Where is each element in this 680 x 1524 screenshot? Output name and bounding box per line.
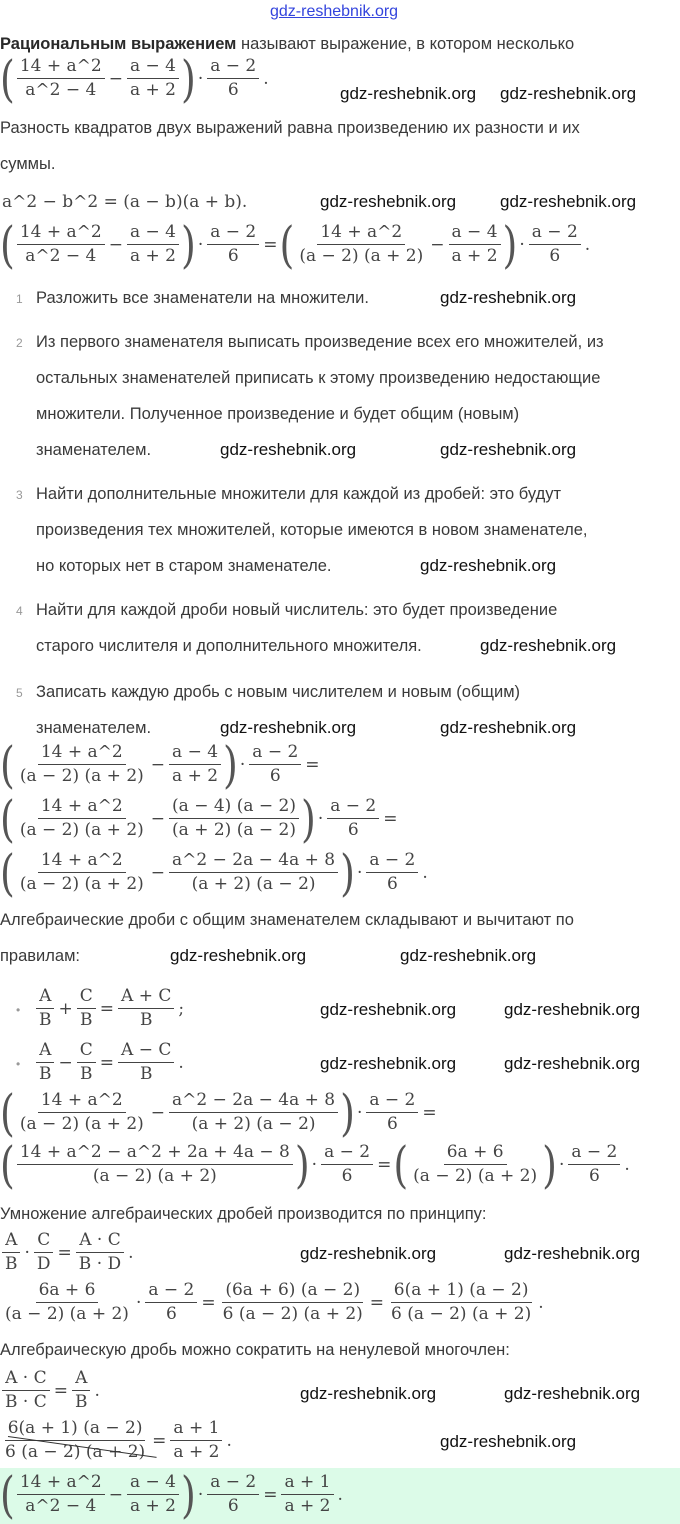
parenthesized-group <box>0 1083 355 1142</box>
denominator: 6 <box>386 1114 398 1134</box>
denominator: (a + 2) (a − 2) <box>172 820 296 840</box>
fraction <box>207 222 259 267</box>
numerator: a − 2 <box>207 1472 259 1495</box>
watermark: gdz-reshebnik.org <box>320 1054 457 1073</box>
parenthesized-group <box>0 735 238 794</box>
denominator: B <box>39 1064 52 1084</box>
step-text: но которых нет в старом знаменателе. <box>36 557 332 575</box>
numerator: (a − 4) (a − 2) <box>169 796 299 819</box>
denominator: D <box>36 1254 51 1274</box>
numerator: C <box>34 1230 53 1253</box>
numerator: a − 2 <box>529 222 581 245</box>
numerator: 14 + a^2 <box>38 796 126 819</box>
fraction <box>17 1090 147 1135</box>
denominator: a + 2 <box>451 246 498 266</box>
fraction <box>568 1142 620 1187</box>
fraction <box>34 1230 54 1275</box>
denominator: (a − 2) (a + 2) <box>19 1114 144 1134</box>
watermark: gdz-reshebnik.org <box>504 1000 641 1019</box>
step-number: 4 <box>16 604 23 618</box>
watermark: gdz-reshebnik.org <box>504 1054 641 1073</box>
numerator: a − 2 <box>366 850 418 873</box>
numerator: 14 + a^2 <box>17 56 105 79</box>
denominator: B · D <box>78 1254 122 1274</box>
watermark: gdz-reshebnik.org <box>440 1432 577 1451</box>
bullet: • <box>16 1057 21 1071</box>
parenthesized-group <box>0 843 355 902</box>
denominator: a + 2 <box>173 1442 220 1462</box>
step-text: Записать каждую дробь с новым числителем и новым (общим) <box>36 683 521 701</box>
math-text: = <box>263 1484 278 1505</box>
fraction <box>366 1090 418 1135</box>
denominator: a + 2 <box>172 766 219 786</box>
denominator: B <box>139 1010 153 1030</box>
right-parenthesis: ) <box>340 843 355 902</box>
math-text: = <box>99 998 115 1019</box>
numerator: a + 1 <box>281 1472 333 1495</box>
math-text: . <box>584 234 591 255</box>
fraction <box>410 1142 540 1187</box>
watermark: gdz-reshebnik.org <box>440 718 577 737</box>
right-parenthesis: ) <box>180 1465 196 1524</box>
math-text: . <box>337 1484 343 1505</box>
right-parenthesis: ) <box>300 789 316 848</box>
watermark: gdz-reshebnik.org <box>300 1384 437 1403</box>
math-text: . <box>422 862 428 883</box>
denominator: a^2 − 4 <box>25 80 97 100</box>
math-text: · <box>311 1154 318 1175</box>
math-text: . <box>94 1380 100 1401</box>
fraction <box>17 56 105 101</box>
rule-difference <box>34 1040 186 1085</box>
fraction <box>127 56 179 101</box>
watermark: gdz-reshebnik.org <box>400 946 537 965</box>
watermark: gdz-reshebnik.org <box>440 288 577 307</box>
numerator: a − 2 <box>327 796 379 819</box>
numerator: a − 2 <box>568 1142 620 1165</box>
numerator: 14 + a^2 <box>38 742 126 765</box>
left-parenthesis: ( <box>0 1135 15 1194</box>
fraction <box>281 1472 333 1517</box>
numerator: 14 + a^2 <box>38 1090 126 1113</box>
right-parenthesis: ) <box>180 215 196 274</box>
math-text: · <box>356 862 363 883</box>
math-text: = <box>422 1102 437 1123</box>
denominator: 6 (a − 2) (a + 2) <box>5 1442 146 1462</box>
fraction <box>321 1142 373 1187</box>
math-expression <box>0 1280 546 1325</box>
numerator: A + C <box>118 986 174 1009</box>
fraction <box>127 1472 179 1517</box>
math-text: . <box>538 1292 544 1313</box>
numerator: A · C <box>76 1230 124 1253</box>
watermark: gdz-reshebnik.org <box>504 1384 641 1403</box>
step-text: старого числителя и дополнительного множителя. <box>36 637 422 655</box>
numerator: A − C <box>118 1040 174 1063</box>
math-text: · <box>239 754 246 775</box>
fraction <box>17 1472 105 1517</box>
watermark: gdz-reshebnik.org <box>500 192 637 211</box>
math-text: . <box>178 1052 184 1073</box>
math-text: − <box>108 234 123 255</box>
numerator: 14 + a^2 <box>317 222 405 245</box>
step-number: 2 <box>16 336 23 350</box>
fraction <box>449 222 501 267</box>
fraction <box>2 1230 21 1275</box>
numerator: 6a + 6 <box>36 1280 99 1303</box>
term-bold: Рациональным выражением <box>0 35 237 53</box>
right-parenthesis: ) <box>340 1083 355 1142</box>
step-number: 1 <box>16 292 23 306</box>
fraction <box>118 1040 174 1085</box>
fraction <box>388 1280 534 1325</box>
math-text: · <box>519 234 525 255</box>
math-text: − <box>58 1052 73 1073</box>
step-text: Из первого знаменателя выписать произведение всех его множителей, из <box>36 333 604 351</box>
math-expression <box>0 843 430 902</box>
numerator: a^2 − 2a − 4a + 8 <box>169 850 338 873</box>
denominator: (a − 2) (a + 2) <box>5 1304 129 1324</box>
numerator: A <box>72 1368 90 1391</box>
numerator: 14 + a^2 − a^2 + 2a + 4a − 8 <box>17 1142 293 1165</box>
watermark: gdz-reshebnik.org <box>340 84 477 103</box>
math-text: · <box>135 1292 142 1313</box>
math-text: ; <box>178 998 185 1019</box>
numerator: 14 + a^2 <box>38 850 126 873</box>
math-text: · <box>317 808 324 829</box>
math-text: = <box>377 1154 392 1175</box>
fraction <box>169 850 338 895</box>
denominator: (a − 2) (a + 2) <box>19 820 144 840</box>
denominator: 6 <box>341 1166 353 1186</box>
watermark: gdz-reshebnik.org <box>440 440 577 459</box>
step-number: 5 <box>16 686 23 700</box>
numerator: 6(a + 1) (a − 2) <box>391 1280 532 1303</box>
math-text: − <box>108 68 123 89</box>
fraction <box>169 742 221 787</box>
step-text: Разложить все знаменатели на множители. <box>36 289 369 307</box>
numerator: C <box>77 986 96 1009</box>
left-parenthesis: ( <box>279 215 295 274</box>
numerator: a − 4 <box>127 56 179 79</box>
math-expression <box>0 1083 439 1142</box>
fraction <box>2 1418 148 1463</box>
watermark: gdz-reshebnik.org <box>320 1000 457 1019</box>
paragraph-line: Алгебраическую дробь можно сократить на ненулевой многочлен: <box>0 1341 510 1359</box>
left-parenthesis: ( <box>0 789 15 848</box>
fraction <box>77 1040 96 1085</box>
definition-rest: называют выражение, в котором несколько <box>236 35 575 53</box>
parenthesized-group <box>393 1135 557 1194</box>
math-text: = <box>383 808 398 829</box>
fraction <box>77 986 96 1031</box>
denominator: a^2 − 4 <box>25 1496 97 1516</box>
left-parenthesis: ( <box>0 1083 15 1142</box>
definition-text <box>0 34 574 54</box>
step-text: произведения тех множителей, которые имеются в новом знаменателе, <box>36 521 588 539</box>
math-text: · <box>24 1242 30 1263</box>
fraction <box>169 796 299 841</box>
fraction <box>76 1230 124 1275</box>
math-text: = <box>57 1242 72 1263</box>
left-parenthesis: ( <box>0 843 15 902</box>
watermark[interactable]: gdz-reshebnik.org <box>270 3 399 20</box>
math-text: = <box>201 1292 216 1313</box>
watermark: gdz-reshebnik.org <box>504 1244 641 1263</box>
denominator: a^2 − 4 <box>25 246 97 266</box>
numerator: 14 + a^2 <box>17 1472 105 1495</box>
numerator: (6a + 6) (a − 2) <box>222 1280 363 1303</box>
paragraph-line: суммы. <box>0 155 56 173</box>
left-parenthesis: ( <box>0 215 15 274</box>
math-text: · <box>356 1102 363 1123</box>
numerator: a − 4 <box>127 1472 179 1495</box>
right-parenthesis: ) <box>542 1135 557 1194</box>
watermark: gdz-reshebnik.org <box>300 1244 437 1263</box>
numerator: a − 4 <box>169 742 221 765</box>
numerator: A · C <box>2 1368 50 1391</box>
fraction <box>220 1280 366 1325</box>
fraction <box>17 742 147 787</box>
denominator: a + 2 <box>284 1496 331 1516</box>
denominator: B <box>39 1010 52 1030</box>
math-text: − <box>150 754 166 775</box>
fraction <box>207 1472 259 1517</box>
watermark: gdz-reshebnik.org <box>220 718 357 737</box>
math-text: · <box>197 234 204 255</box>
math-text: · <box>197 68 204 89</box>
math-text: = <box>53 1380 68 1401</box>
denominator: B <box>139 1064 153 1084</box>
fraction <box>17 1142 293 1187</box>
denominator: 6 <box>227 1496 239 1516</box>
fraction <box>17 850 147 895</box>
denominator: 6 <box>269 766 281 786</box>
math-text: − <box>430 234 445 255</box>
denominator: (a + 2) (a − 2) <box>191 1114 316 1134</box>
denominator: 6 <box>165 1304 177 1324</box>
right-parenthesis: ) <box>294 1135 310 1194</box>
fraction <box>170 1418 222 1463</box>
step-text: знаменателем. <box>36 719 152 737</box>
denominator: B <box>80 1064 93 1084</box>
math-text: − <box>150 1102 166 1123</box>
watermark: gdz-reshebnik.org <box>220 440 357 459</box>
bullet: • <box>16 1003 21 1017</box>
watermark: gdz-reshebnik.org <box>420 556 557 575</box>
fraction <box>72 1368 91 1413</box>
right-parenthesis: ) <box>223 735 238 794</box>
parenthesized-group <box>0 49 196 108</box>
numerator: a − 2 <box>145 1280 197 1303</box>
denominator: (a − 2) (a + 2) <box>19 766 144 786</box>
left-parenthesis: ( <box>0 735 15 794</box>
fraction <box>366 850 418 895</box>
numerator: 6a + 6 <box>444 1142 507 1165</box>
step-number: 3 <box>16 488 23 502</box>
fraction <box>118 986 174 1031</box>
rule-reduction <box>0 1368 102 1413</box>
fraction <box>296 222 426 267</box>
denominator: 6 <box>347 820 359 840</box>
left-parenthesis: ( <box>393 1135 409 1194</box>
numerator: a − 4 <box>127 222 179 245</box>
math-text: . <box>128 1242 134 1263</box>
math-text: − <box>150 862 166 883</box>
right-parenthesis: ) <box>502 215 518 274</box>
paragraph-line: Разность квадратов двух выражений равна произведению их разности и их <box>0 119 580 137</box>
math-expression <box>0 735 322 794</box>
parenthesized-group <box>0 1465 196 1524</box>
paragraph-line: Алгебраические дроби с общим знаменателем складывают и вычитают по <box>0 911 574 929</box>
numerator: A <box>36 1040 54 1063</box>
fraction <box>17 222 105 267</box>
math-expression <box>0 215 592 274</box>
parenthesized-group <box>0 215 196 274</box>
denominator: B <box>80 1010 93 1030</box>
step-text: остальных знаменателей приписать к этому произведению недостающие <box>36 369 601 387</box>
parenthesized-group <box>279 215 518 274</box>
math-text: = <box>369 1292 385 1313</box>
denominator: B · C <box>5 1392 47 1412</box>
numerator: C <box>77 1040 96 1063</box>
denominator: 6 (a − 2) (a + 2) <box>222 1304 363 1324</box>
numerator: a − 2 <box>321 1142 373 1165</box>
numerator: a − 2 <box>207 56 259 79</box>
step-text: Найти для каждой дроби новый числитель: это будет произведение <box>36 601 558 619</box>
left-parenthesis: ( <box>0 49 15 108</box>
numerator: a − 2 <box>366 1090 418 1113</box>
denominator: 6 <box>386 874 398 894</box>
denominator: 6 <box>549 246 561 266</box>
numerator: A <box>36 986 54 1009</box>
math-text: · <box>558 1154 565 1175</box>
fraction <box>327 796 379 841</box>
fraction <box>17 796 147 841</box>
parenthesized-group <box>0 789 316 848</box>
fraction <box>2 1280 132 1325</box>
denominator: a + 2 <box>129 1496 176 1516</box>
denominator: 6 <box>588 1166 600 1186</box>
denominator: a + 2 <box>129 80 176 100</box>
math-expression <box>0 1135 632 1194</box>
denominator: (a − 2) (a + 2) <box>92 1166 217 1186</box>
denominator: 6 (a − 2) (a + 2) <box>391 1304 532 1324</box>
watermark: gdz-reshebnik.org <box>480 636 617 655</box>
numerator: a + 1 <box>170 1418 222 1441</box>
fraction <box>249 742 301 787</box>
fraction <box>2 1368 50 1413</box>
denominator: 6 <box>227 80 239 100</box>
denominator: (a − 2) (a + 2) <box>299 246 424 266</box>
paragraph-line: Умножение алгебраических дробей производится по принципу: <box>0 1205 487 1223</box>
watermark: gdz-reshebnik.org <box>170 946 307 965</box>
math-text: = <box>305 754 320 775</box>
rule-multiplication <box>0 1230 136 1275</box>
denominator: B <box>74 1392 88 1412</box>
rule-sum <box>34 986 186 1031</box>
numerator: 14 + a^2 <box>17 222 105 245</box>
step-text: Найти дополнительные множители для каждой из дробей: это будут <box>36 485 562 503</box>
numerator: A <box>2 1230 20 1253</box>
math-text: . <box>263 68 269 89</box>
fraction <box>127 222 179 267</box>
numerator: a − 4 <box>449 222 501 245</box>
right-parenthesis: ) <box>180 49 196 108</box>
denominator: (a − 2) (a + 2) <box>19 874 144 894</box>
math-text: a^2 − b^2 = (a − b)(a + b). <box>2 192 248 212</box>
watermark: gdz-reshebnik.org <box>500 84 637 103</box>
parenthesized-group <box>0 1135 310 1194</box>
math-text: . <box>624 1154 630 1175</box>
math-expression <box>0 49 271 108</box>
math-text: = <box>263 234 278 255</box>
final-answer <box>0 1465 345 1524</box>
fraction <box>36 986 55 1031</box>
step-text: знаменателем. <box>36 441 152 459</box>
math-text: = <box>99 1052 115 1073</box>
denominator: B <box>5 1254 18 1274</box>
fraction <box>207 56 259 101</box>
numerator: a − 2 <box>207 222 259 245</box>
math-text: − <box>150 808 166 829</box>
math-text: + <box>58 998 73 1019</box>
math-formula <box>0 192 249 212</box>
fraction <box>145 1280 197 1325</box>
numerator: a^2 − 2a − 4a + 8 <box>169 1090 338 1113</box>
math-text: = <box>152 1430 167 1451</box>
watermark: gdz-reshebnik.org <box>320 192 457 211</box>
step-text: множители. Полученное произведение и будет общим (новым) <box>36 405 520 423</box>
math-text: . <box>226 1430 232 1451</box>
math-text: · <box>197 1484 204 1505</box>
fraction <box>529 222 581 267</box>
math-expression <box>0 789 399 848</box>
numerator: a − 2 <box>249 742 301 765</box>
paragraph-line: правилам: <box>0 947 81 965</box>
denominator: 6 <box>227 246 239 266</box>
fraction <box>36 1040 55 1085</box>
denominator: (a − 2) (a + 2) <box>413 1166 538 1186</box>
denominator: (a + 2) (a − 2) <box>191 874 316 894</box>
left-parenthesis: ( <box>0 1465 15 1524</box>
math-text: − <box>108 1484 123 1505</box>
fraction <box>169 1090 338 1135</box>
denominator: a + 2 <box>129 246 176 266</box>
numerator: 6(a + 1) (a − 2) <box>5 1418 146 1441</box>
